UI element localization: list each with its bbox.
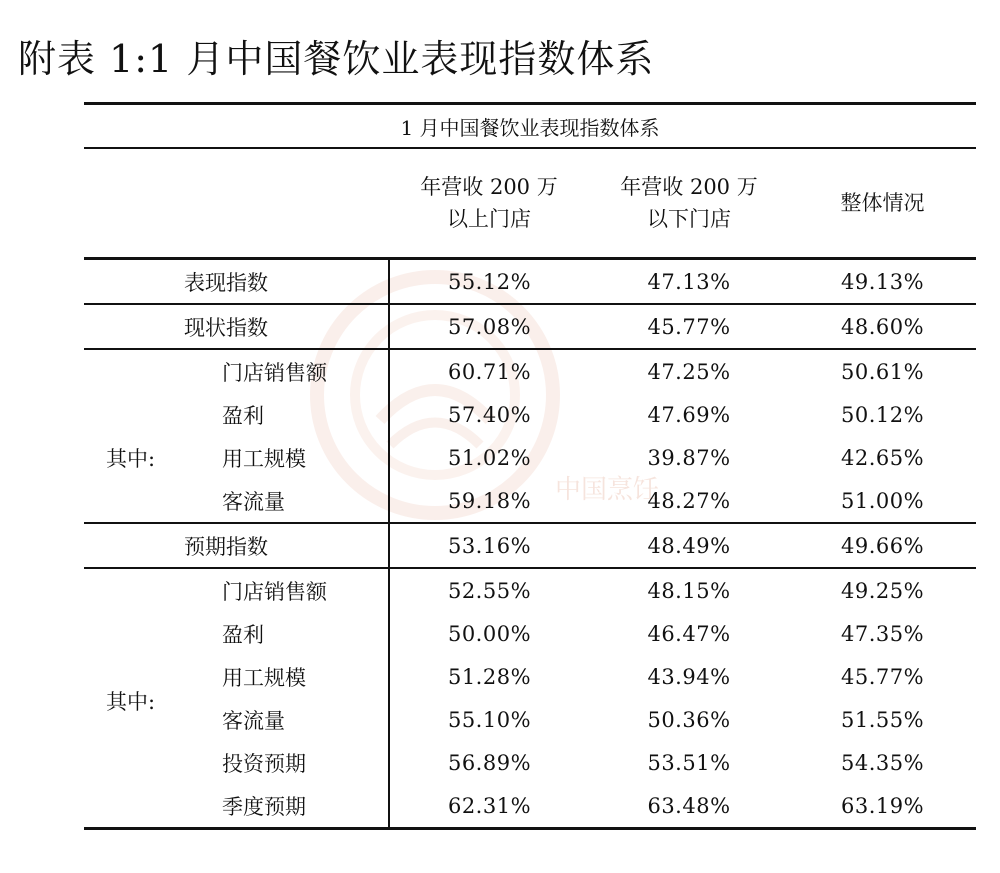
row-label-cell [84,436,389,479]
table-row-exp-investment [84,741,976,784]
cell-value: 49.25% [789,568,976,612]
cell-value: 60.71% [389,349,589,393]
row-label: 用工规模 [222,446,306,471]
group-label: 其中: [106,446,156,471]
table-row-exp-sales [84,568,976,612]
group-label: 其中: [106,690,156,714]
cell-value: 52.55% [389,568,589,612]
cell-value: 51.00% [840,488,925,513]
row-label: 用工规模 [222,665,306,690]
table-header-row [84,148,976,259]
cell-value: 50.36% [647,707,731,732]
cell-value: 48.49% [589,523,789,568]
cell-value: 59.18% [447,488,532,513]
table-row-current-profit [84,393,976,436]
header-large-stores-line2: 以上门店 [447,207,531,231]
row-label: 客流量 [222,708,285,733]
cell-value: 48.27% [647,488,731,513]
cell-value: 57.08% [389,304,589,349]
header-small-stores [589,148,789,259]
row-label-cell [84,393,389,436]
index-table-container [84,102,976,830]
header-small-stores-line2: 以下门店 [647,207,731,231]
row-label-cell [84,784,389,829]
row-label: 盈利 [222,403,264,428]
cell-value: 49.13% [840,269,925,294]
row-label: 投资预期 [222,751,306,776]
cell-value: 48.60% [789,304,976,349]
row-label: 门店销售额 [222,579,327,604]
cell-value: 63.48% [589,784,789,829]
header-large-stores-line1: 年营收 200 万 [420,175,558,199]
row-label: 现状指数 [84,304,389,349]
cell-value: 50.00% [447,621,532,646]
row-label-cell [84,690,389,741]
cell-value: 45.77% [589,304,789,349]
table-row-current-traffic [84,479,976,523]
cell-value: 47.13% [647,269,731,294]
cell-value: 53.16% [389,523,589,568]
table-row-current-sales [84,349,976,393]
cell-value: 62.31% [389,784,589,829]
table-row-performance-index [84,259,976,305]
cell-value: 51.02% [447,445,532,470]
header-small-stores-line1: 年营收 200 万 [620,175,758,199]
header-empty [84,148,389,259]
cell-value: 46.47% [647,621,731,646]
cell-value: 51.55% [840,707,925,732]
cell-value: 47.69% [647,402,731,427]
row-label-cell [84,612,389,655]
cell-value: 50.61% [789,349,976,393]
cell-value: 57.40% [447,402,532,427]
cell-value: 53.51% [647,750,731,775]
header-large-stores [389,148,589,259]
cell-value: 42.65% [840,445,925,470]
table-row-current-staff [84,436,976,479]
table-caption: 1 月中国餐饮业表现指数体系 [84,104,976,149]
index-table [84,102,976,830]
cell-value: 47.25% [589,349,789,393]
row-label-cell [84,479,389,523]
cell-value: 39.87% [647,445,731,470]
table-row-exp-profit [84,612,976,655]
cell-value: 55.12% [447,269,532,294]
row-label: 客流量 [222,489,285,514]
row-label: 门店销售额 [222,360,327,385]
table-caption-row [84,104,976,149]
table-row-exp-staff [84,655,976,698]
table-row-exp-traffic [84,698,976,741]
cell-value: 45.77% [840,664,925,689]
table-row-exp-quarter [84,784,976,829]
table-row-expectation-index [84,523,976,568]
cell-value: 54.35% [840,750,925,775]
page-title: 附表 1:1 月中国餐饮业表现指数体系 [18,37,655,81]
cell-value: 55.10% [447,707,532,732]
cell-value: 50.12% [840,402,925,427]
cell-value: 43.94% [647,664,731,689]
cell-value: 48.15% [589,568,789,612]
table-row-current-index [84,304,976,349]
row-label-cell [84,349,389,393]
watermark-text: 中国烹饪 [555,475,660,505]
header-overall: 整体情况 [789,148,976,259]
cell-value: 47.35% [840,621,925,646]
cell-value: 49.66% [789,523,976,568]
cell-value: 56.89% [447,750,532,775]
row-label: 盈利 [222,622,264,647]
cell-value: 63.19% [789,784,976,829]
cell-value: 51.28% [447,664,532,689]
row-label: 预期指数 [84,523,389,568]
row-label-cell [84,741,389,784]
row-label-cell [84,568,389,612]
row-label: 季度预期 [222,794,306,819]
row-label: 表现指数 [84,259,389,305]
